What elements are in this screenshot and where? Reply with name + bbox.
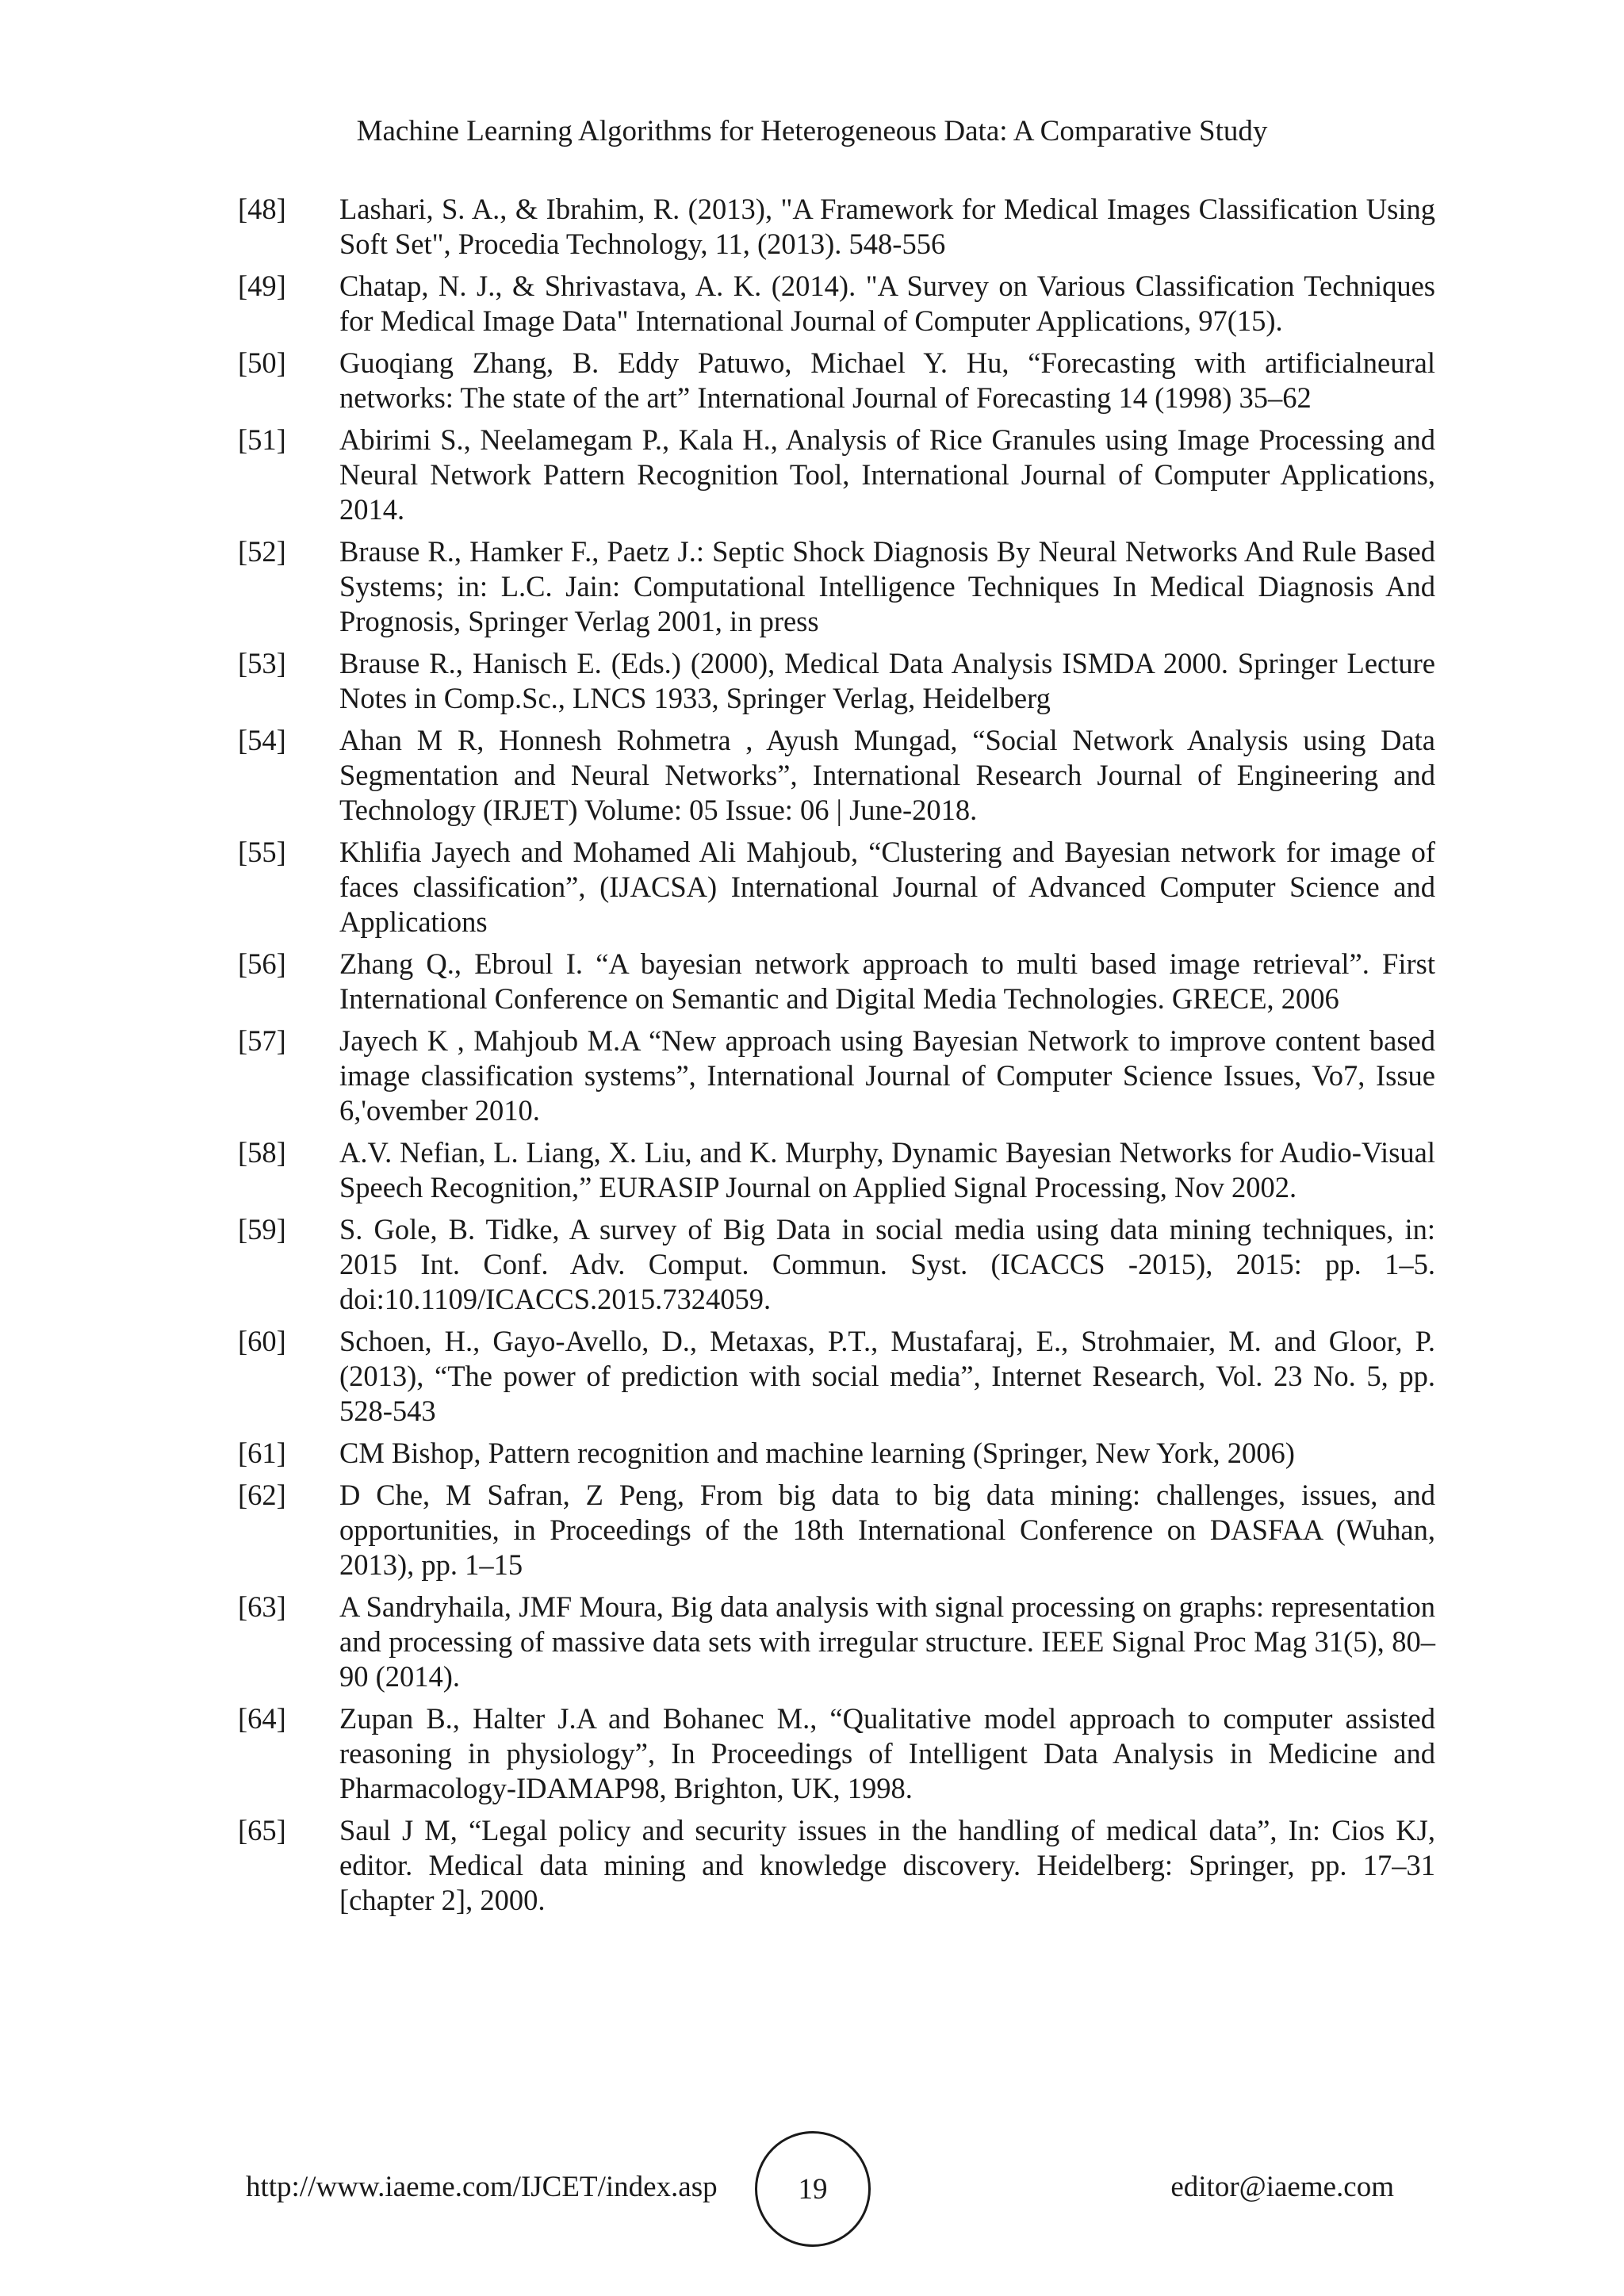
reference-number: [48] (238, 193, 286, 225)
reference-number: [65] (238, 1814, 286, 1846)
reference-number: [56] (238, 947, 286, 980)
reference-item (238, 947, 1435, 1016)
reference-text: Schoen, H., Gayo-Avello, D., Metaxas, P.T., Mustafaraj, E., Strohmaier, M. and Gloor, P. (2013), “The power of prediction with social media”, Internet Research, Vol. 23 No. 5, pp. 528-543 (339, 1325, 1435, 1427)
reference-item (238, 1478, 1435, 1582)
reference-text: CM Bishop, Pattern recognition and machine learning (Springer, New York, 2006) (339, 1437, 1295, 1469)
reference-number: [63] (238, 1590, 286, 1623)
reference-number: [49] (238, 270, 286, 302)
footer-email-link[interactable]: editor@iaeme.com (1170, 2171, 1394, 2203)
reference-text: A.V. Nefian, L. Liang, X. Liu, and K. Murphy, Dynamic Bayesian Networks for Audio-Visual Speech Recognition,” EURASIP Journal on Applied Signal Processing, Nov 2002. (339, 1136, 1435, 1203)
reference-item (238, 1135, 1435, 1205)
reference-item (238, 835, 1435, 939)
reference-item (238, 269, 1435, 339)
reference-item (238, 723, 1435, 828)
reference-item (238, 423, 1435, 527)
reference-number: [61] (238, 1437, 286, 1469)
reference-item (238, 346, 1435, 415)
reference-number: [59] (238, 1213, 286, 1246)
reference-text: Khlifia Jayech and Mohamed Ali Mahjoub, “Clustering and Bayesian network for image of faces classification”, (IJACSA) International Journal of Advanced Computer Science and Applications (339, 836, 1435, 938)
reference-number: [53] (238, 647, 286, 679)
reference-item (238, 534, 1435, 639)
running-header: Machine Learning Algorithms for Heterogeneous Data: A Comparative Study (356, 115, 1268, 147)
reference-item (238, 192, 1435, 262)
reference-item (238, 1436, 1435, 1471)
reference-item (238, 1024, 1435, 1128)
reference-number: [55] (238, 836, 286, 868)
reference-item (238, 646, 1435, 716)
reference-item (238, 1701, 1435, 1806)
reference-number: [50] (238, 346, 286, 379)
reference-list (238, 192, 1435, 1925)
reference-text: A Sandryhaila, JMF Moura, Big data analysis with signal processing on graphs: representation and processing of massive data sets with irregular structure. IEEE Signal Proc Mag 31(5), 80–90 (2014). (339, 1590, 1435, 1693)
reference-number: [51] (238, 423, 286, 456)
reference-text: D Che, M Safran, Z Peng, From big data to big data mining: challenges, issues, and opportunities, in Proceedings of the 18th International Conference on DASFAA (Wuhan, 2013), pp. 1–15 (339, 1479, 1435, 1581)
reference-text: Ahan M R, Honnesh Rohmetra , Ayush Mungad, “Social Network Analysis using Data Segmentation and Neural Networks”, International Research Journal of Engineering and Technology (IRJET) Volume: 05 Issue: 06 | June-2018. (339, 724, 1435, 826)
reference-number: [58] (238, 1136, 286, 1169)
reference-number: [60] (238, 1325, 286, 1357)
reference-item (238, 1590, 1435, 1694)
reference-text: Lashari, S. A., & Ibrahim, R. (2013), "A Framework for Medical Images Classification Using Soft Set", Procedia Technology, 11, (2013). 548-556 (339, 193, 1435, 260)
reference-text: Saul J M, “Legal policy and security issues in the handling of medical data”, In: Cios KJ, editor. Medical data mining and knowledge discovery. Heidelberg: Springer, pp. 17–31 [chapter 2], 2000. (339, 1814, 1435, 1916)
reference-text: Jayech K , Mahjoub M.A “New approach using Bayesian Network to improve content based image classification systems”, International Journal of Computer Science Issues, Vo7, Issue 6,'ovember 2010. (339, 1024, 1435, 1127)
reference-item (238, 1324, 1435, 1429)
reference-text: Zhang Q., Ebroul I. “A bayesian network approach to multi based image retrieval”. First International Conference on Semantic and Digital Media Technologies. GRECE, 2006 (339, 947, 1435, 1015)
reference-item (238, 1813, 1435, 1918)
reference-text: S. Gole, B. Tidke, A survey of Big Data in social media using data mining techniques, in: 2015 Int. Conf. Adv. Comput. Commun. Syst. (ICACCS -2015), 2015: pp. 1–5. doi:10.1109/ICACCS.2015.7324059. (339, 1213, 1435, 1315)
reference-number: [62] (238, 1479, 286, 1511)
reference-number: [64] (238, 1702, 286, 1735)
page-number: 19 (798, 2172, 828, 2206)
reference-text: Brause R., Hanisch E. (Eds.) (2000), Medical Data Analysis ISMDA 2000. Springer Lecture Notes in Comp.Sc., LNCS 1933, Springer Verlag, Heidelberg (339, 647, 1435, 714)
reference-text: Chatap, N. J., & Shrivastava, A. K. (2014). "A Survey on Various Classification Techniques for Medical Image Data" International Journal of Computer Applications, 97(15). (339, 270, 1435, 337)
reference-text: Abirimi S., Neelamegam P., Kala H., Analysis of Rice Granules using Image Processing and Neural Network Pattern Recognition Tool, International Journal of Computer Applications, 2014. (339, 423, 1435, 526)
page-number-circle (755, 2131, 871, 2247)
reference-item (238, 1212, 1435, 1317)
reference-text: Guoqiang Zhang, B. Eddy Patuwo, Michael Y. Hu, “Forecasting with artificialneural networks: The state of the art” International Journal of Forecasting 14 (1998) 35–62 (339, 346, 1435, 414)
reference-number: [54] (238, 724, 286, 756)
reference-text: Brause R., Hamker F., Paetz J.: Septic Shock Diagnosis By Neural Networks And Rule Based Systems; in: L.C. Jain: Computational Intelligence Techniques In Medical Diagnosis And Prognosis, Springer Verlag 2001, in press (339, 535, 1435, 637)
reference-text: Zupan B., Halter J.A and Bohanec M., “Qualitative model approach to computer assisted reasoning in physiology”, In Proceedings of Intelligent Data Analysis in Medicine and Pharmacology-IDAMAP98, Brighton, UK, 1998. (339, 1702, 1435, 1804)
reference-number: [57] (238, 1024, 286, 1057)
reference-number: [52] (238, 535, 286, 568)
footer-url-link[interactable]: http://www.iaeme.com/IJCET/index.asp (246, 2171, 718, 2203)
